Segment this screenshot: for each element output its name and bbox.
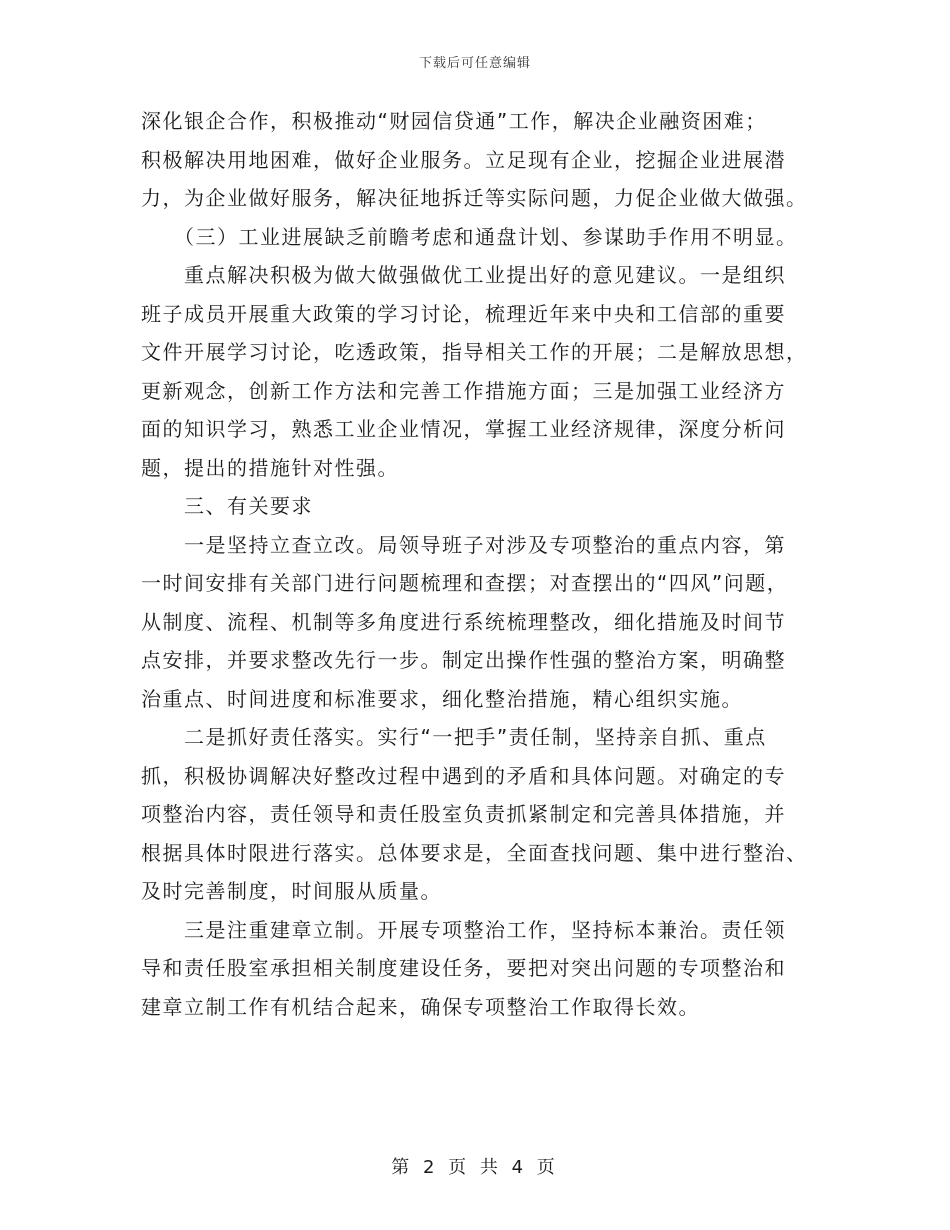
text-line: 治重点、时间进度和标准要求，细化整治措施，精心组织实施。 — [141, 686, 743, 711]
text-line: 点安排，并要求整改先行一步。制定出操作性强的整治方案，明确整 — [141, 648, 786, 672]
text-line: 建章立制工作有机结合起来，确保专项整治工作取得长效。 — [141, 994, 700, 1019]
section-heading: （三）工业进展缺乏前瞻考虑和通盘计划、参谋助手作用不明显。 — [141, 224, 798, 249]
total-page-count: 4 — [511, 1157, 528, 1178]
text-line: 题，提出的措施针对性强。 — [141, 455, 399, 480]
paragraph-start: 一是坚持立查立改。局领导班子对涉及专项整治的重点内容，第 — [141, 532, 786, 557]
section-heading: 三、有关要求 — [141, 494, 313, 518]
text-line: 及时完善制度，时间服从质量。 — [141, 879, 442, 903]
text-line: 更新观念，创新工作方法和完善工作措施方面；三是加强工业经济方 — [141, 378, 786, 403]
page-footer — [0, 1153, 950, 1179]
document-body — [141, 102, 813, 1026]
text-line: 一时间安排有关部门进行问题梳理和查摆；对查摆出的“四风”问题， — [141, 571, 789, 595]
paragraph-start: 三是注重建章立制。开展专项整治工作，坚持标本兼治。责任领 — [141, 917, 786, 942]
text-line: 文件开展学习讨论，吃透政策，指导相关工作的开展；二是解放思想， — [141, 340, 808, 364]
text-line: 项整治内容，责任领导和责任股室负责抓紧制定和完善具体措施，并 — [141, 802, 786, 826]
text-line: 班子成员开展重大政策的学习讨论，梳理近年来中央和工信部的重要 — [141, 301, 786, 326]
text-line: 抓，积极协调解决好整改过程中遇到的矛盾和具体问题。对确定的专 — [141, 763, 786, 788]
footer-prefix: 第 — [391, 1157, 414, 1178]
footer-suffix: 页 — [536, 1157, 559, 1178]
text-line: 力，为企业做好服务，解决征地拆迁等实际问题，力促企业做大做强。 — [141, 186, 808, 210]
page-header: 下载后可任意编辑 — [418, 56, 531, 71]
text-line: 导和责任股室承担相关制度建设任务，要把对突出问题的专项整治和 — [141, 956, 786, 980]
paragraph-start: 二是抓好责任落实。实行“一把手”责任制，坚持亲自抓、重点 — [141, 725, 767, 749]
text-line: 根据具体时限进行落实。总体要求是，全面查找问题、集中进行整治、 — [141, 840, 808, 865]
paragraph-start: 重点解决积极为做大做强做优工业提出好的意见建议。一是组织 — [141, 263, 786, 287]
footer-middle: 页 共 — [448, 1157, 502, 1178]
current-page-number: 2 — [422, 1157, 439, 1178]
text-line: 深化银企合作，积极推动“财园信贷通”工作，解决企业融资困难； — [141, 109, 767, 133]
text-line: 面的知识学习，熟悉工业企业情况，掌握工业经济规律，深度分析问 — [141, 417, 786, 441]
text-line: 积极解决用地困难，做好企业服务。立足现有企业，挖掘企业进展潜 — [141, 147, 786, 172]
text-line: 从制度、流程、机制等多角度进行系统梳理整改，细化措施及时间节 — [141, 609, 786, 634]
